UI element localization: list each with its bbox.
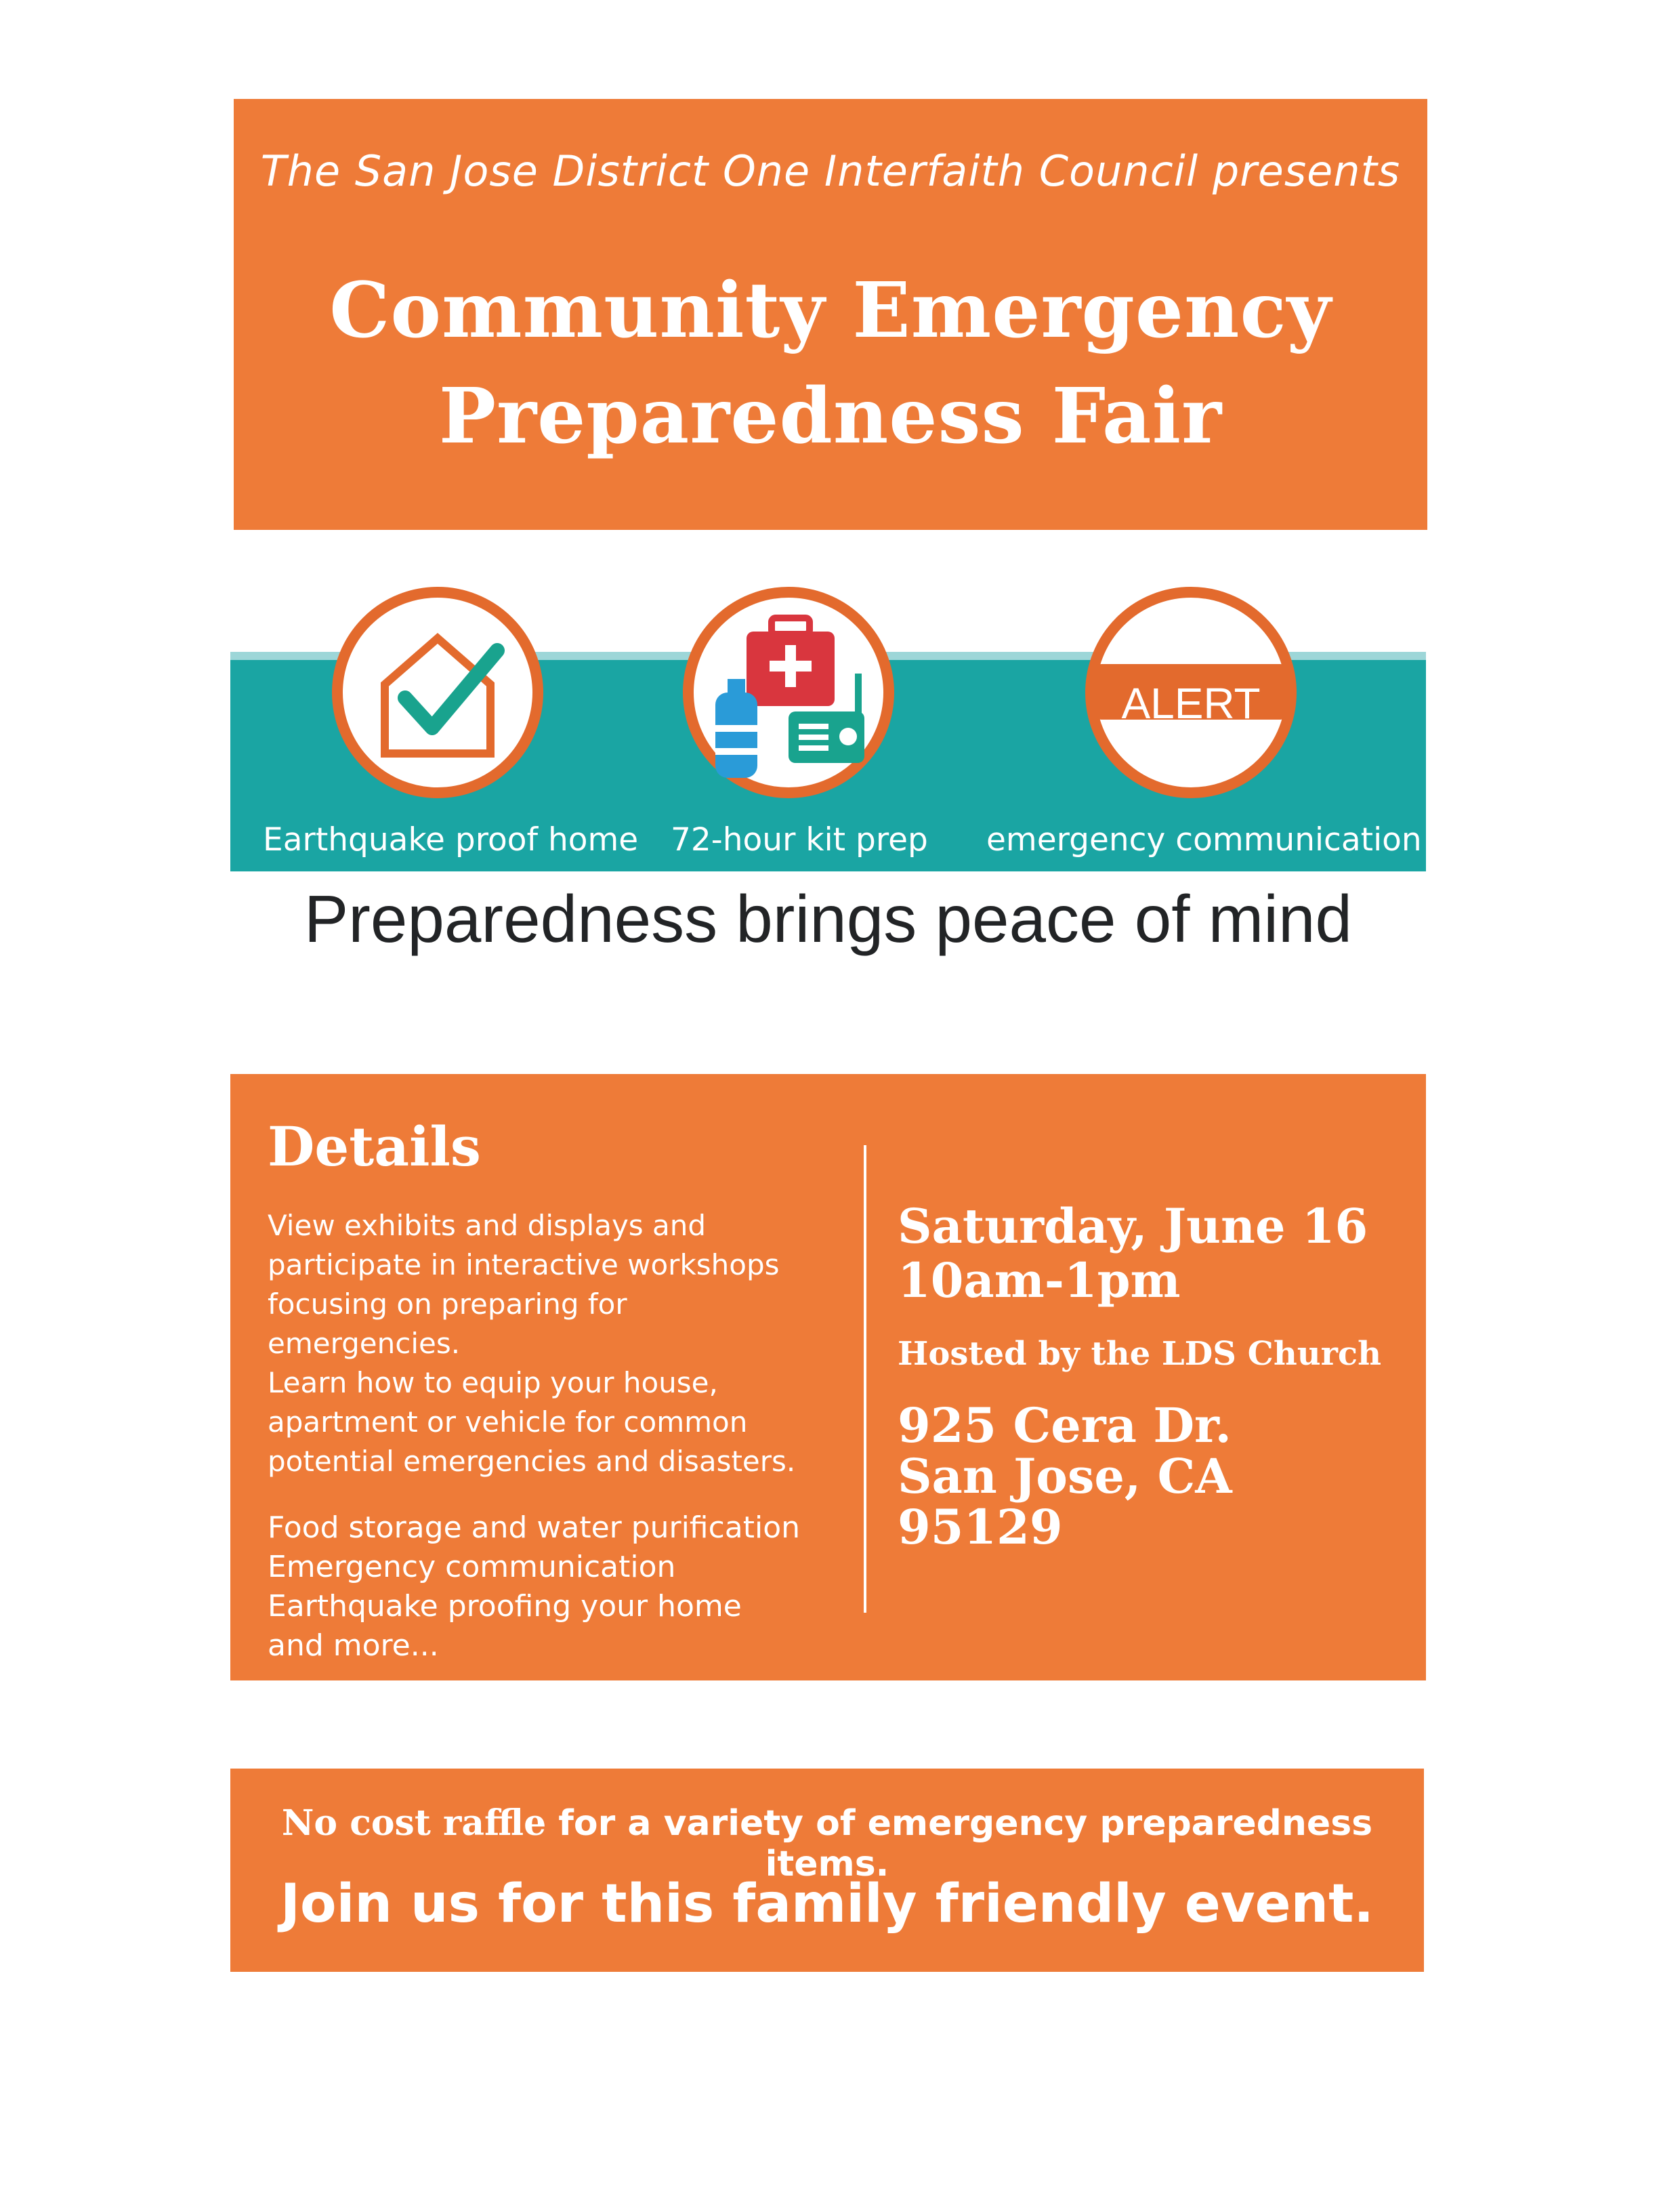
event-title-line1: Community Emergency [329,266,1332,355]
label-emergency-communication: emergency communication [986,821,1422,859]
spacer [268,1481,823,1508]
event-host: Hosted by the LDS Church [898,1335,1382,1373]
description-line: apartment or vehicle for common [268,1405,748,1439]
presenter-text: The San Jose District One Interfaith Council presents [260,146,1401,196]
raffle-lead: No cost raffle [281,1802,547,1844]
alert-sign-icon [1085,587,1297,798]
label-earthquake-proof-home: Earthquake proof home [263,821,639,859]
emergency-kit-icon [683,587,894,798]
address-line1: 925 Cera Dr. [898,1397,1232,1453]
header-banner [234,99,1427,530]
event-info [898,1198,1412,1555]
footer-banner [230,1769,1424,1972]
topic-line: Earthquake proofing your home [268,1589,742,1624]
description-line: View exhibits and displays and [268,1209,707,1242]
label-72-hour-kit-prep: 72-hour kit prep [671,821,928,859]
join-text: Join us for this family friendly event. [280,1874,1374,1935]
topic-line: Emergency communication [268,1550,676,1584]
raffle-rest: for a variety of emergency preparedness items. [546,1803,1373,1884]
event-title [234,258,1427,470]
details-heading: Details [268,1115,481,1178]
topic-line: and more... [268,1628,439,1663]
details-divider [864,1145,866,1613]
event-title-line2: Preparedness Fair [438,372,1223,461]
details-panel [230,1074,1426,1680]
tagline: Preparedness brings peace of mind [303,882,1353,956]
alert-badge-text: ALERT [1121,679,1261,728]
raffle-text [230,1802,1424,1884]
address-line3: 95129 [898,1499,1063,1555]
description-line: participate in interactive workshops [268,1248,780,1281]
topic-line: Food storage and water purification [268,1510,801,1545]
address-line2: San Jose, CA [898,1448,1232,1504]
description-line: potential emergencies and disasters. [268,1445,796,1478]
event-date: Saturday, June 16 [898,1198,1368,1254]
description-line: Learn how to equip your house, [268,1366,718,1399]
event-address [898,1397,1412,1555]
details-body [268,1206,823,1666]
event-time: 10am-1pm [898,1252,1181,1308]
description-line: focusing on preparing for emergencies. [268,1287,627,1360]
house-check-icon [332,587,543,798]
